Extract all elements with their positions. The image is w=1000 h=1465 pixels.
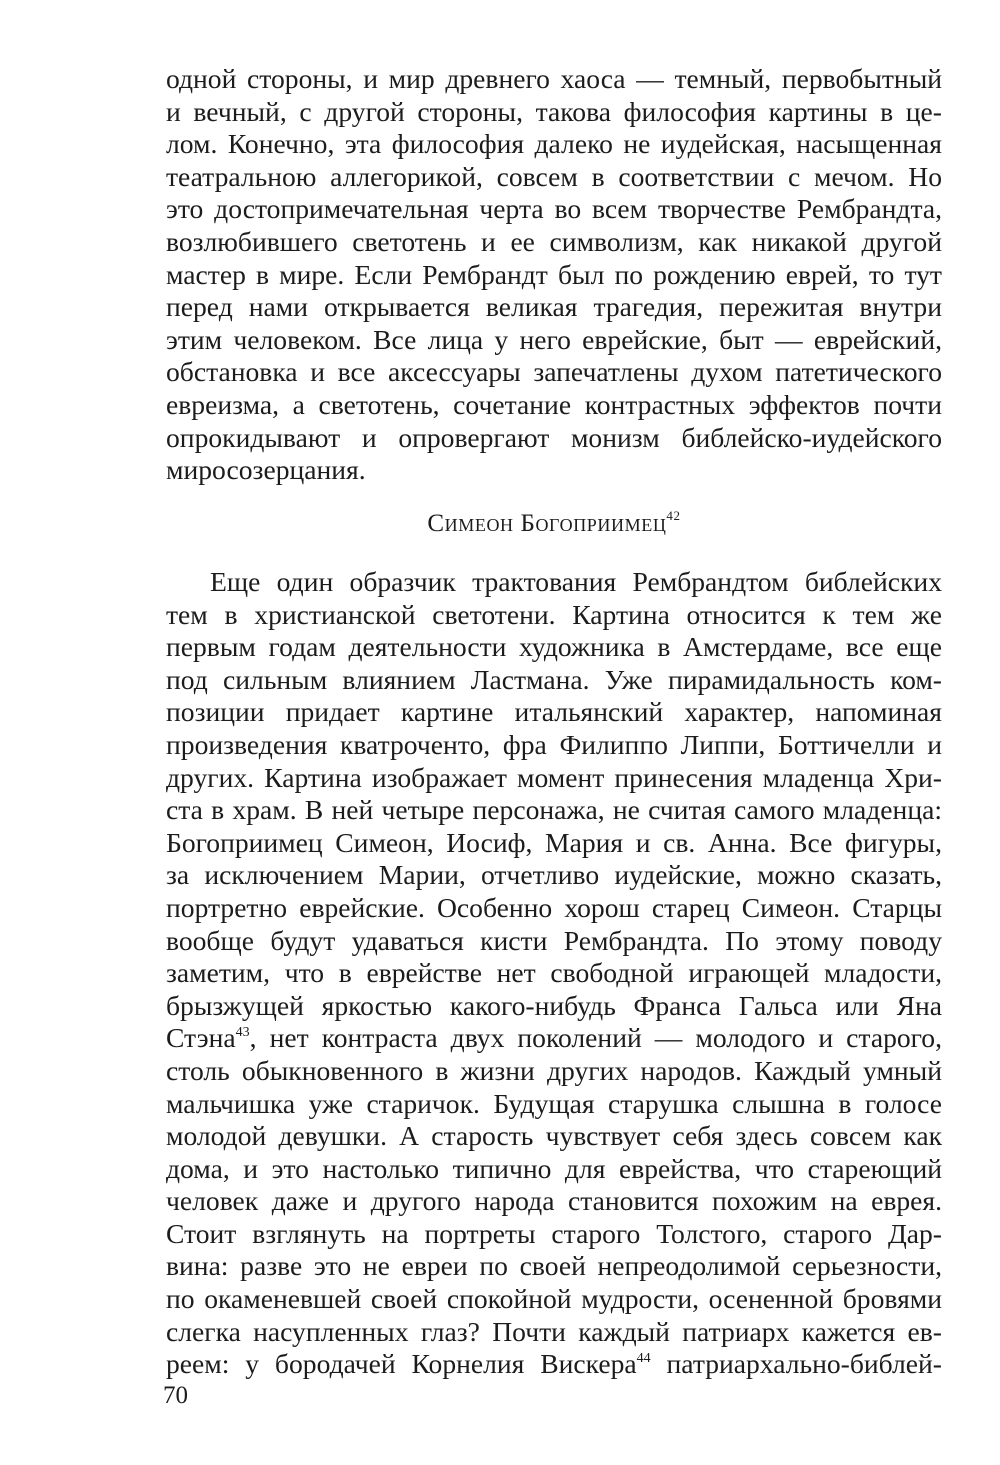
text-line: Богоприимец Симеон, Иосиф, Мария и св. Анна. Все фигуры, xyxy=(166,826,942,858)
text-fragment: Стэна xyxy=(166,1022,236,1054)
text-line: произведения кватроченто, фра Филиппо Липпи, Боттичелли и xyxy=(166,728,942,760)
text-line: мастер в мире. Если Рембрандт был по рождению еврей, то тут xyxy=(166,258,942,290)
text-line: других. Картина изображает момент принесения младенца Хри- xyxy=(166,761,942,793)
text-line: вина: разве это не евреи по своей непреодолимой серьезности, xyxy=(166,1250,942,1282)
paragraph-simeon xyxy=(166,566,942,1381)
text-line: миросозерцания. xyxy=(166,454,366,486)
text-line: слегка насупленных глаз? Почти каждый патриарх кажется ев- xyxy=(166,1315,942,1347)
text-line xyxy=(166,1022,942,1055)
text-line: это достопримечательная черта во всем творчестве Рембрандта, xyxy=(166,193,942,225)
text-line: и вечный, с другой стороны, такова философия картины в це- xyxy=(166,95,942,127)
text-line: этим человеком. Все лица у него еврейские, быт — еврейский, xyxy=(166,323,942,355)
text-line: ста в храм. В ней четыре персонажа, не считая самого младенца: xyxy=(166,794,942,826)
text-line: Стоит взглянуть на портреты старого Толстого, старого Дар- xyxy=(166,1217,942,1249)
text-line: евреизма, а светотень, сочетание контрастных эффектов почти xyxy=(166,388,942,420)
text-line: по окаменевшей своей спокойной мудрости, осененной бровями xyxy=(166,1283,942,1315)
text-line xyxy=(166,1348,942,1381)
text-line: под сильным влиянием Ластмана. Уже пирамидальность ком- xyxy=(166,663,942,695)
text-line: мальчишка уже старичок. Будущая старушка слышна в голосе xyxy=(166,1087,942,1119)
text-line: человек даже и другого народа становится похожим на еврея. xyxy=(166,1185,942,1217)
text-line: дома, и это настолько типично для еврейства, что стареющий xyxy=(166,1152,942,1184)
text-line: одной стороны, и мир древнего хаоса — темный, первобытный xyxy=(166,63,942,94)
footnote-ref-42[interactable]: 42 xyxy=(666,508,681,523)
text-fragment: патриархально-библей- xyxy=(650,1348,942,1380)
text-line: обстановка и все аксессуары запечатлены духом патетического xyxy=(166,356,942,388)
text-line: опрокидывают и опровергают монизм библейско-иудейского xyxy=(166,421,942,453)
text-line: тем в христианской светотени. Картина относится к тем же xyxy=(166,598,942,630)
text-line: брызжущей яркостью какого-нибудь Франса Гальса или Яна xyxy=(166,989,942,1021)
page-number: 70 xyxy=(163,1382,188,1409)
footnote-ref-44[interactable]: 44 xyxy=(636,1351,651,1367)
footnote-ref-43[interactable]: 43 xyxy=(235,1025,250,1041)
text-line: вообще будут удаваться кисти Рембрандта. По этому поводу xyxy=(166,924,942,956)
paragraph-continued xyxy=(166,63,942,487)
text-fragment: , нет контраста двух поколений — молодого и старого, xyxy=(249,1022,942,1054)
text-line: возлюбившего светотень и ее символизм, как никакой другой xyxy=(166,225,942,257)
text-line: столь обыкновенного в жизни других народов. Каждый умный xyxy=(166,1054,942,1086)
text-fragment: реем: у бородачей Корнелия Вискера xyxy=(166,1348,637,1380)
section-heading xyxy=(166,504,942,544)
text-line: за исключением Марии, отчетливо иудейские, можно сказать, xyxy=(166,859,942,891)
text-line: молодой девушки. А старость чувствует себя здесь совсем как xyxy=(166,1120,942,1152)
text-line: первым годам деятельности художника в Амстердаме, все еще xyxy=(166,631,942,663)
text-line: перед нами открывается великая трагедия, пережитая внутри xyxy=(166,291,942,323)
text-line: позиции придает картине итальянский характер, напоминая xyxy=(166,696,942,728)
text-line: Еще один образчик трактования Рембрандтом библейских xyxy=(210,566,942,597)
text-line: лом. Конечно, эта философия далеко не иудейская, насыщенная xyxy=(166,128,942,160)
text-line: заметим, что в еврействе нет свободной играющей младости, xyxy=(166,957,942,989)
section-heading-title: Симеон Богоприимец xyxy=(427,510,667,537)
text-line: театральною аллегорикой, совсем в соответствии с мечом. Но xyxy=(166,160,942,192)
text-line: портретно еврейские. Особенно хорош старец Симеон. Старцы xyxy=(166,891,942,923)
